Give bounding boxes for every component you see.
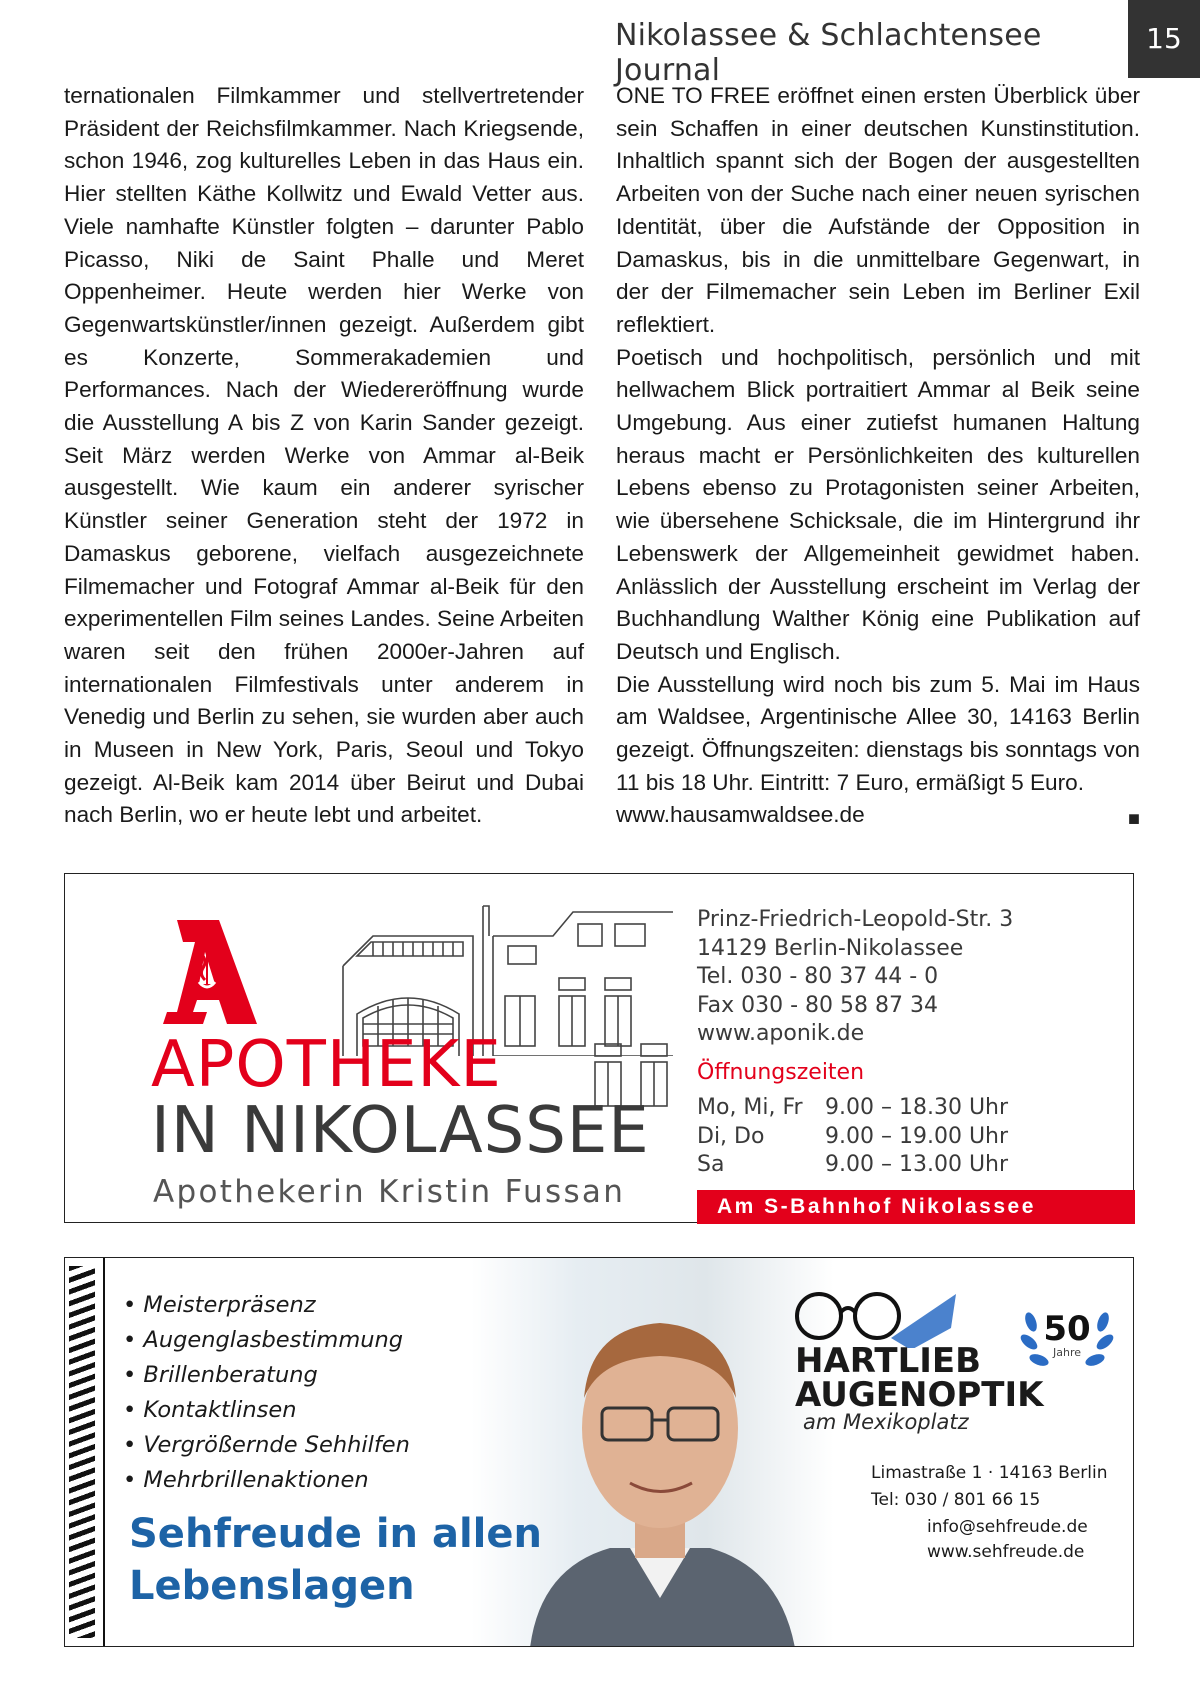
article-left-column (64, 80, 584, 832)
brand-location: am Mexikoplatz (803, 1410, 969, 1434)
phone: Tel: 030 / 801 66 15 (871, 1490, 1041, 1510)
address-line: Prinz-Friedrich-Leopold-Str. 3 (697, 907, 1014, 932)
list-item: • Brillenberatung (123, 1362, 318, 1388)
glasses-logo-icon (791, 1288, 961, 1348)
location-banner: Am S-Bahnhof Nikolassee (697, 1190, 1135, 1224)
anniversary-badge-icon (1017, 1292, 1117, 1382)
list-item: • Augenglasbestimmung (123, 1327, 404, 1353)
page-number: 15 (1128, 0, 1200, 78)
badge-number: 50 (1043, 1309, 1091, 1349)
optik-contact (871, 1460, 1108, 1514)
article-paragraph: Poetisch und hochpolitisch, persönlich und mit hellwachem Blick portraitiert Ammar al Beik seine Umgebung. Aus einer zutiefst humanen Haltung heraus macht er Persönlichkeiten des kulturellen Lebens ebenso zu Protagonisten seiner Arbeiten, wie übersehene Schicksale, die im Hintergrund ihr Lebenswerk der Allgemeinheit gewidmet haben. Anlässlich der Ausstellung erscheint im Verlag der Buchhandlung Walther König eine Publikation auf Deutsch und Englisch. (616, 344, 1140, 664)
list-item: • Meisterpräsenz (123, 1292, 316, 1318)
hausamwaldsee-link[interactable]: www.hausamwaldsee.de (616, 802, 865, 828)
hours-row: Mo, Mi, Fr 9.00 – 18.30 Uhr (697, 1095, 1009, 1120)
opening-hours (697, 1094, 1008, 1180)
apotheke-owner: Apothekerin Kristin Fussan (153, 1174, 626, 1210)
list-item: • Vergrößernde Sehhilfen (123, 1432, 410, 1458)
website-link[interactable]: www.aponik.de (697, 1021, 865, 1046)
hours-row: Di, Do 9.00 – 19.00 Uhr (697, 1123, 1009, 1149)
address-line: Limastraße 1 · 14163 Berlin (871, 1463, 1108, 1483)
article-right-column (616, 80, 1140, 836)
badge-label: Jahre (1052, 1346, 1082, 1359)
brand-name: HARTLIEB AUGENOPTIK (795, 1341, 1044, 1415)
list-item: • Mehrbrillenaktionen (123, 1467, 369, 1493)
apotheke-ad (64, 873, 1134, 1223)
article-paragraph: ternationalen Filmkammer und stellvertretender Präsident der Reichsfilmkammer. Nach Kriegsende, schon 1946, zog kulturelles Leben in das Haus ein. Hier stellten Käthe Kollwitz und Ewald Vetter aus. Viele namhafte Künstler folgten – darunter Pablo Picasso, Niki de Saint Phalle und Meret Oppenheimer. Heute werden hier Werke von Gegenwartskünstler/innen gezeigt. Außerdem gibt es Konzerte, Sommerakademien und Performances. Nach der Wiedereröffnung wurde die Ausstellung A bis Z von Karin Sander gezeigt. Seit März werden Werke von Ammar al-Beik ausgestellt. Wie kaum ein anderer syrischer Künstler seiner Generation steht der 1972 in Damaskus geborene, vielfach ausgezeichnete Filmemacher und Fotograf Ammar al-Beik für den experimentellen Film seines Landes. Seine Arbeiten waren seit den frühen 2000er-Jahren auf internationalen Filmfestivals unter anderem in Venedig und Berlin zu sehen, sie wurden aber auch in Museen in New York, Paris, Seoul und Tokyo gezeigt. Al-Beik kam 2014 über Beirut und Dubai nach Berlin, wo er heute lebt und arbeitet. (64, 83, 584, 828)
phone: Tel. 030 - 80 37 44 - 0 (697, 964, 939, 989)
article-paragraph: Die Ausstellung wird noch bis zum 5. Mai im Haus am Waldsee, Argentinische Allee 30, 14163 Berlin gezeigt. Öffnungszeiten: dienstags bis sonntags von 11 bis 18 Uhr. Eintritt: 7 Euro, ermäßigt 5 Euro. (616, 671, 1140, 795)
hours-title: Öffnungszeiten (697, 1060, 865, 1085)
address-line: 14129 Berlin-Nikolassee (697, 935, 964, 961)
end-mark: ■ (1127, 808, 1140, 831)
hours-row: Sa 9.00 – 13.00 Uhr (697, 1152, 1009, 1177)
apotheke-logo-icon (157, 912, 267, 1032)
apotheke-contact (697, 906, 1013, 1049)
services-list (123, 1288, 410, 1498)
slogan: Sehfreude in allen Lebenslagen (129, 1511, 542, 1609)
optik-ad (64, 1257, 1134, 1647)
apotheke-location: IN NIKOLASSEE (151, 1094, 650, 1168)
email-link[interactable]: info@sehfreude.de (927, 1517, 1088, 1537)
fax: Fax 030 - 80 58 87 34 (697, 992, 939, 1018)
website-link[interactable]: www.sehfreude.de (927, 1542, 1085, 1562)
journal-title: Nikolassee & Schlachtensee Journal (615, 18, 1042, 88)
film-strip-decoration (65, 1258, 105, 1646)
optician-portrait-icon (520, 1268, 800, 1647)
optik-online (927, 1515, 1088, 1565)
list-item: • Kontaktlinsen (123, 1397, 297, 1423)
apotheke-name: APOTHEKE (151, 1028, 502, 1102)
article-paragraph: ONE TO FREE eröffnet einen ersten Überblick über sein Schaffen in einer deutschen Kunstinstitution. Inhaltlich spannt sich der Bogen der ausgestellten Arbeiten von der Suche nach einer neuen syrischen Identität, über die Aufstände der Opposition in Damaskus, bis in die unmittelbare Gegenwart, in der der Filmemacher sein Leben im Berliner Exil reflektiert. (616, 83, 1140, 337)
